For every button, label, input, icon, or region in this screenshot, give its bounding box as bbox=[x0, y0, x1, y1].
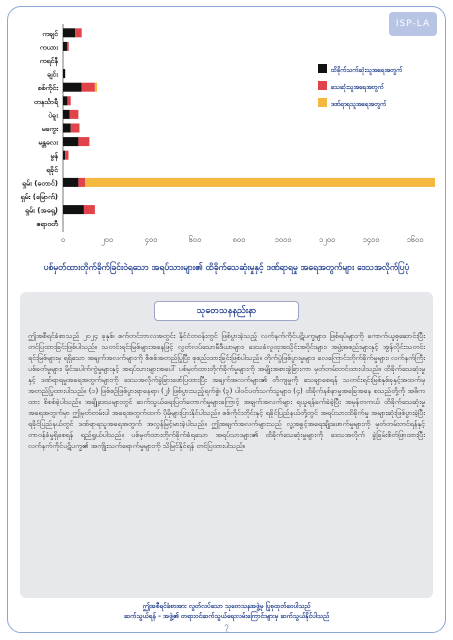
section-body-text: ဤအစီရင်ခံစာသည် ၂၀၂၄ ခုနှစ်၊ စက်တင်ဘာလအတွင်း နိုင်ငံတဝန်းတွင် ဖြစ်ပွားခဲ့သည့် လက်နက်ကိုင်ပဋိပက္ခများ၊ ဖြစ်ရပ်များကို ကောက်ယူစုဆောင်းပြီး တင်ပြထားခြင်းဖြစ်ပါသည်။ သတင်းရင်းမြစ်များအနေဖြင့် လွတ်လပ်သောမီဒီယာများ၊ ဒေသခံလူထုအသိုင်းအဝိုင်းများ၊ အဖွဲ့အစည်းများနှင့် အွန်လိုင်းသတင်းရင်းမြစ်များမှ ရရှိသော အချက်အလက်များကို စိစစ်အတည်ပြုပြီး စုစည်းထားခြင်းဖြစ်ပါသည်။ တိုက်ပွဲဖြစ်ပွားမှုများ၊ လေကြောင်းတိုက်ခိုက်မှုများ၊ လက်နက်ကြီးပစ်ခတ်မှုများ၊ မိုင်းပေါက်ကွဲမှုများနှင့် အရပ်သားများအပေါ် ပစ်မှတ်ထားတိုက်ခိုက်မှုများကို အမျိုးအစားခွဲခြားကာ မှတ်တမ်းတင်ထားပါသည်။ ထိခိုက်သေဆုံးမှုနှင့် ဒဏ်ရာရမှုအရေအတွက်များကို ဒေသအလိုက်ခွဲခြားဖော်ပြထားပြီး အချက်အလက်များ၏ တိကျမှုကို သေချာစေရန် သတင်းရင်းမြစ်နှစ်ခုနှင့်အထက်မှ အတည်ပြုထားပါသည်။ (၁) ဖြစ်စဉ်ဖြစ်ပွားရာနေရာ၊ (၂) ဖြစ်ပွားသည့်ရက်စွဲ၊ (၃) ပါဝင်ပတ်သက်သူများ၊ (၄) ထိခိုက်နစ်နာမှုအခြေအနေ စသည်တို့ကို အဓိကထား စိစစ်ခဲ့ပါသည်။ အချို့ဒေသများတွင် ဆက်သွယ်ရေးပြတ်တောက်မှုများကြောင့် အချက်အလက်များ ရယူရန်ခက်ခဲခဲ့ပြီး အမှန်တကယ် ထိခိုက်သေဆုံးမှုအရေအတွက်မှာ ဤမှတ်တမ်းပါ အရေအတွက်ထက် ပိုမိုများပြားနိုင်ပါသည်။ စစ်ကိုင်းတိုင်းနှင့် ရခိုင်ပြည်နယ်တို့တွင် အရပ်သားထိခိုက်မှု အများဆုံးဖြစ်ပွားခဲ့ပြီး ရခိုင်ပြည်နယ်တွင် ဒဏ်ရာရသူအရေအတွက် အလွန်မြင့်မားခဲ့ပါသည်။ ဤအချက်အလက်များသည် လူ့အခွင့်အရေးချိုးဖောက်မှုများကို မှတ်တမ်းတင်ရန်နှင့် တာဝန်ခံမှုရှိစေရန် ရည်ရွယ်ပါသည်။ ပစ်မှတ်ထားတိုက်ခိုက်ခံရသော အရပ်သားများ၏ ထိခိုက်သေဆုံးမှုများကို ဒေသအလိုက် ခွဲခြမ်းစိတ်ဖြာထားပြီး လက်နက်ကိုင်ပဋိပက္ခ၏ အကျိုးသက်ရောက်မှုများကို သိမြင်နိုင်ရန် တင်ပြထားပါသည်။ bbox=[28, 331, 425, 450]
legend-swatch bbox=[318, 64, 327, 73]
bar-segment bbox=[63, 96, 67, 105]
bar-segment bbox=[78, 178, 85, 187]
x-tick-label: ၈၀၀ bbox=[232, 235, 246, 244]
category-label: မန္တလေး bbox=[38, 138, 58, 147]
bar-segment bbox=[63, 42, 67, 51]
footer-line-1: ဤအစီရင်ခံစာအား လွတ်လပ်သော သုတေသနအဖွဲ့မှ ပြုစုထုတ်ဝေပါသည် bbox=[142, 602, 311, 610]
bar-segment bbox=[67, 96, 70, 105]
bar-segment bbox=[63, 178, 78, 187]
bar-segment bbox=[67, 42, 69, 51]
x-tick-label: ၁၀၀၀ bbox=[274, 235, 292, 244]
bar-segment bbox=[63, 124, 71, 133]
footer-line-2: ဆက်သွယ်ရန် – အဖွဲ့၏ တရားဝင်ဆက်သွယ်ရေးလမ်းကြောင်းများမှ ဆက်သွယ်နိုင်ပါသည် bbox=[123, 612, 330, 620]
x-tick-label: ၁၄၀၀ bbox=[362, 235, 380, 244]
bar-segment bbox=[63, 83, 82, 92]
category-label: ပဲခူး bbox=[48, 111, 58, 120]
bar-segment bbox=[82, 83, 95, 92]
category-label: စစ်ကိုင်း bbox=[37, 84, 58, 93]
category-label: ဧရာဝတီ bbox=[36, 220, 58, 229]
category-label: မကွေး bbox=[41, 125, 58, 133]
bar-segment bbox=[63, 151, 65, 160]
footer-note bbox=[20, 601, 433, 621]
bar-segment bbox=[84, 205, 95, 214]
bar-segment bbox=[75, 28, 82, 37]
bar-segment bbox=[63, 137, 78, 146]
bar-segment bbox=[95, 83, 97, 92]
bar-segment bbox=[71, 124, 80, 133]
bar-segment bbox=[70, 110, 79, 119]
page-number: ၇ bbox=[224, 621, 229, 630]
category-label: ကရင်နီ bbox=[39, 57, 58, 65]
legend-swatch bbox=[318, 98, 327, 107]
category-label: ရှမ်း (အရှေ့) bbox=[24, 206, 58, 215]
chart-caption: ပစ်မှတ်ထားတိုက်ခိုက်ခြင်းဝဲရသော အရပ်သားများ၏ ထိခိုက်သေဆုံးမှုနှင့် ဒဏ်ရာရမှု အရေအတွက်များ ဒေသအလိုက်ပြပုံ bbox=[43, 263, 410, 273]
x-tick-label: ၁၆၀၀ bbox=[406, 235, 424, 244]
category-label: ရှမ်း (တောင်) bbox=[21, 179, 58, 188]
category-label: ရှမ်း (မြောက်) bbox=[20, 193, 58, 201]
logo-text: ISP-LA bbox=[395, 19, 431, 29]
x-tick-label: ၀ bbox=[60, 235, 66, 244]
x-tick-label: ၂၀၀ bbox=[100, 235, 114, 244]
methodology-section bbox=[20, 292, 433, 598]
x-tick-label: ၆၀၀ bbox=[188, 235, 202, 244]
category-label: ချင်း bbox=[47, 70, 58, 79]
bar-segment bbox=[85, 178, 435, 187]
category-label: ကချင် bbox=[42, 29, 58, 38]
bar-segment bbox=[63, 205, 84, 214]
legend-label: ဒဏ်ရာရသူအရေအတွက် bbox=[331, 101, 387, 108]
legend-label: ထိခိုက်သက်ဆုံးသူအရေအတွက် bbox=[331, 67, 403, 74]
category-label: တနင်္သာရီ bbox=[33, 97, 58, 106]
category-label: မွန် bbox=[50, 152, 58, 161]
bar-segment bbox=[65, 151, 68, 160]
bar-segment bbox=[63, 110, 70, 119]
bar-segment bbox=[78, 137, 89, 146]
x-tick-label: ၁၂၀၀ bbox=[318, 235, 336, 244]
casualty-chart bbox=[0, 0, 453, 290]
bar-segment bbox=[63, 69, 65, 78]
category-label: ရခိုင် bbox=[46, 165, 58, 174]
x-tick-label: ၄၀၀ bbox=[144, 235, 158, 244]
section-title: သုတေသနနည်းနာ bbox=[154, 301, 299, 321]
bar-segment bbox=[63, 28, 75, 37]
legend-swatch bbox=[318, 81, 327, 90]
legend-label: သေဆုံးသူအရေအတွက် bbox=[331, 84, 384, 91]
category-label: ကယား bbox=[39, 43, 58, 52]
bar-chart-svg bbox=[0, 0, 453, 290]
